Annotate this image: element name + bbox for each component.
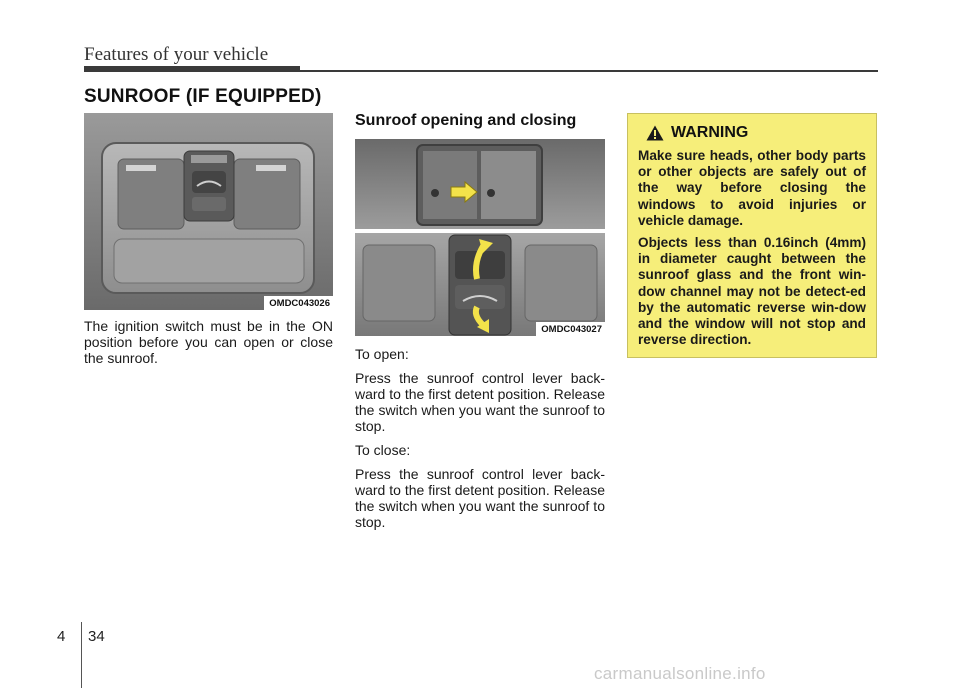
header-title: Features of your vehicle: [84, 44, 269, 65]
column2-body: [355, 346, 605, 538]
ignition-note: The ignition switch must be in the ON position before you can open or close the sunroof.: [84, 318, 333, 366]
close-label: To close:: [355, 442, 411, 458]
warning-paragraph-1: Make sure heads, other body parts or other objects are safely out of the way before closing the windows to avoid injuries or vehicle damage.: [638, 148, 866, 228]
photo-caption-2: OMDC043027: [536, 322, 605, 336]
sunroof-operation-photo: [355, 139, 605, 336]
overhead-console-illustration: [84, 113, 333, 310]
header-rule-thin: [300, 70, 878, 72]
watermark: carmanualsonline.info: [594, 664, 766, 683]
open-label: To open:: [355, 346, 409, 362]
chapter-number: 4: [57, 628, 66, 645]
warning-triangle-icon: [646, 125, 664, 141]
photo-caption-1: OMDC043026: [264, 296, 333, 310]
section-title: SUNROOF (IF EQUIPPED): [84, 86, 322, 107]
footer-divider: [81, 622, 82, 688]
page-number: 34: [88, 628, 105, 645]
overhead-console-photo: [84, 113, 333, 310]
warning-paragraph-2: Objects less than 0.16inch (4mm) in diameter caught between the sunroof glass and the front win-dow channel may not be detect-ed by the automatic reverse win-dow and the window will not stop and reverse direction.: [638, 235, 866, 348]
column1-body: [84, 318, 333, 374]
close-instructions: Press the sunroof control lever back-ward to the first detent position. Release the switch when you want the sunroof to stop.: [355, 466, 605, 530]
sunroof-operation-illustration: [355, 139, 605, 336]
warning-header: [646, 124, 866, 142]
warning-text: [638, 148, 866, 348]
warning-box: [627, 113, 877, 358]
subheading-opening-closing: Sunroof opening and closing: [355, 112, 577, 129]
open-instructions: Press the sunroof control lever back-ward to the first detent position. Release the switch when you want the sunroof to stop.: [355, 370, 605, 434]
header-rule-thick: [84, 66, 300, 72]
warning-label: WARNING: [671, 124, 749, 141]
